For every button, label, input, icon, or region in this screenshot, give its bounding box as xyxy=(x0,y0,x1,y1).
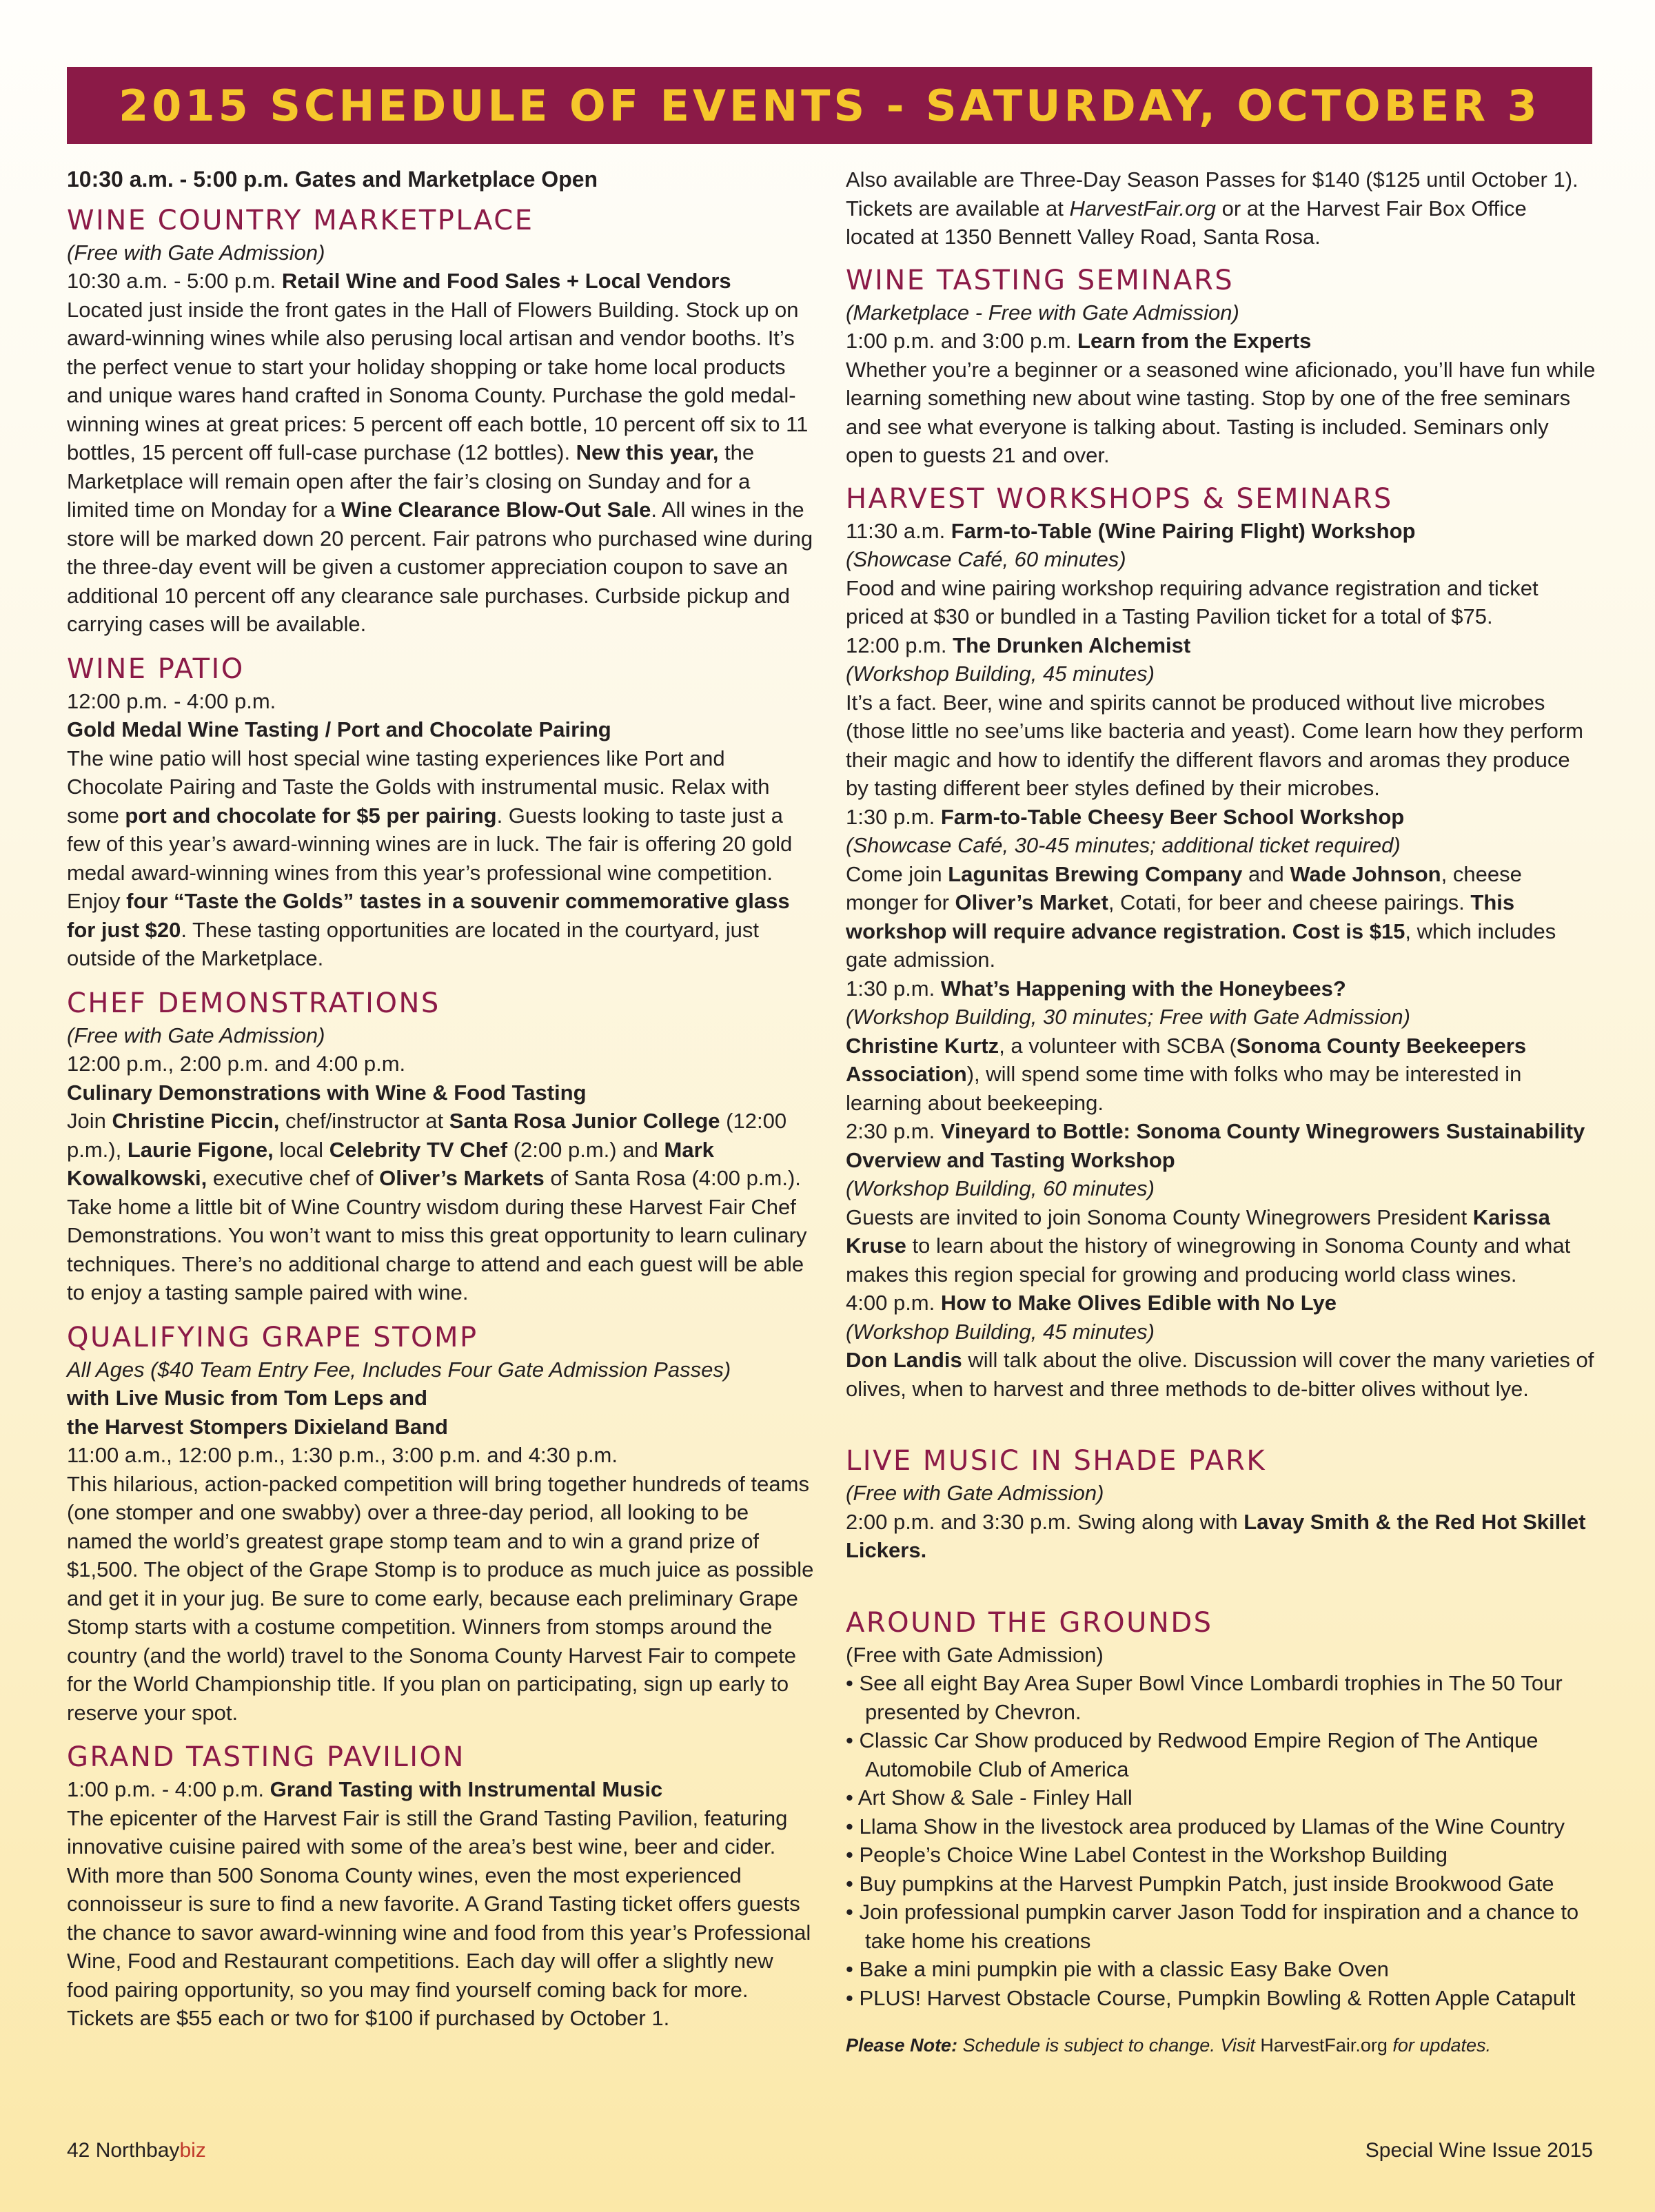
list-item: • Buy pumpkins at the Harvest Pumpkin Patch, just inside Brookwood Gate xyxy=(846,1871,1554,1896)
section-heading-grape-stomp: QUALIFYING GRAPE STOMP xyxy=(67,1321,478,1353)
section-body: The epicenter of the Harvest Fair is still the Grand Tasting Pavilion, featuring innovative cuisine paired with some of the area’s best wine, beer and cider. With more than 500 Sonoma County wines, even the most experienced connoisseur is sure to find a new favorite. A Grand Tasting ticket offers guests the chance to savor award-winning wine and food from this year’s Professional Wine, Food and Restaurant competitions. Each day will offer a slightly new food pairing opportunity, so you may find yourself coming back for more. Tickets are $55 each or two for $100 if purchased by October 1. xyxy=(67,1805,811,2030)
list-item: • People’s Choice Wine Label Contest in the Workshop Building xyxy=(846,1843,1448,1867)
section-note: (Free with Gate Admission) xyxy=(67,240,325,265)
section-body: Whether you’re a beginner or a seasoned wine aficionado, you’ll have fun while learning something new about wine tasting. Stop by one of the free seminars and see what everyone is talking about. Tasting is included. Seminars only open to guests 21 and over. xyxy=(846,357,1596,467)
grounds-list xyxy=(846,1669,1597,2012)
section-heading-grand-tasting: GRAND TASTING PAVILION xyxy=(67,1741,465,1773)
event-body: Food and wine pairing workshop requiring advance registration and ticket priced at $30 or bundled in a Tasting Pavilion ticket for a total of $75. xyxy=(846,575,1539,628)
event-body: It’s a fact. Beer, wine and spirits cannot be produced without live microbes (those little no see’ums like bacteria and yeast). Come learn how they perform their magic and how to identify the different flavors and aromas they produce by tasting different beer styles defined by their microbes. xyxy=(846,690,1583,800)
event-time: 11:00 a.m., 12:00 p.m., 1:30 p.m., 3:00 p.m. and 4:30 p.m. xyxy=(67,1443,618,1467)
section-heading-workshops: HARVEST WORKSHOPS & SEMINARS xyxy=(846,482,1393,515)
event-body: Christine Kurtz, a volunteer with SCBA (Sonoma County Beekeepers Association), will spend some time with folks who may be interested in learning about beekeeping. xyxy=(846,1033,1527,1115)
event-line: 1:30 p.m. What’s Happening with the Honeybees? xyxy=(846,976,1346,1001)
section-body: This hilarious, action-packed competition will bring together hundreds of teams (one stomper and one swabby) over a three-day period, all looking to be named the world’s greatest grape stomp team and to win a grand prize of $1,500. The object of the Grape Stomp is to produce as much juice as possible and get it in your jug. Be sure to come early, because each preliminary Grape Stomp starts with a costume competition. Winners from stomps around the country (and the world) travel to the Sonoma County Harvest Fair to compete for the World Championship title. If you plan on participating, sign up early to reserve your spot. xyxy=(67,1471,814,1725)
event-note: (Workshop Building, 60 minutes) xyxy=(846,1176,1155,1200)
event-time: 12:00 p.m., 2:00 p.m. and 4:00 p.m. xyxy=(67,1052,406,1076)
event-note: (Workshop Building, 45 minutes) xyxy=(846,1319,1155,1344)
left-column xyxy=(67,165,815,2033)
event-line: 1:00 p.m. - 4:00 p.m. Grand Tasting with Instrumental Music xyxy=(67,1777,663,1801)
event-note: (Workshop Building, 45 minutes) xyxy=(846,662,1155,686)
section-body: Join Christine Piccin, chef/instructor at Santa Rosa Junior College (12:00 p.m.), Laurie Figone, local Celebrity TV Chef (2:00 p.m.) and Mark Kowalkowski, executive chef of Oliver’s Markets of Santa Rosa (4:00 p.m.). Take home a little bit of Wine Country wisdom during these Harvest Fair Chef Demonstrations. You won’t want to miss this great opportunity to learn culinary techniques. There’s no additional charge to attend and each guest will be able to enjoy a tasting sample paired with wine. xyxy=(67,1109,807,1304)
section-note: (Free with Gate Admission) xyxy=(67,1023,325,1047)
section-note: (Free with Gate Admission) xyxy=(846,1642,1104,1667)
event-body: Come join Lagunitas Brewing Company and Wade Johnson, cheese monger for Oliver’s Market, Cotati, for beer and cheese pairings. This workshop will require advance registration. Cost is $15, which includes gate admission. xyxy=(846,861,1556,972)
section-note: (Free with Gate Admission) xyxy=(846,1481,1104,1505)
list-item: • Classic Car Show produced by Redwood Empire Region of The Antique Automobile Club of America xyxy=(846,1728,1539,1781)
section-body: 2:00 p.m. and 3:30 p.m. Swing along with Lavay Smith & the Red Hot Skillet Lickers. xyxy=(846,1509,1586,1562)
gates-line: 10:30 a.m. - 5:00 p.m. Gates and Marketplace Open xyxy=(67,167,598,192)
section-body: The wine patio will host special wine tasting experiences like Port and Chocolate Pairing and Taste the Golds with instrumental music. Relax with some port and chocolate for $5 per pairing. Guests looking to taste just a few of this year’s award-winning wines are in luck. The fair is offering 20 gold medal award-winning wines from this year’s professional wine competition. Enjoy four “Taste the Golds” tastes in a souvenir commemorative glass for just $20. These tasting opportunities are located in the courtyard, just outside of the Marketplace. xyxy=(67,746,793,970)
section-body: Located just inside the front gates in the Hall of Flowers Building. Stock up on award-winning wines while also perusing local artisan and vendor booths. It’s the perfect venue to start your holiday shopping or take home local products and unique wares hand crafted in Sonoma County. Purchase the gold medal-winning wines at great prices: 5 percent off each bottle, 10 percent off six to 11 bottles, 15 percent off full-case purchase (12 bottles). New this year, the Marketplace will remain open after the fair’s closing on Sunday and for a limited time on Monday for a Wine Clearance Blow-Out Sale. All wines in the store will be marked down 20 percent. Fair patrons who purchased wine during the three-day event will be given a customer appreciation coupon to save an additional 10 percent off any clearance sale purchases. Curbside pickup and carrying cases will be available. xyxy=(67,297,813,636)
event-line: 12:00 p.m. The Drunken Alchemist xyxy=(846,633,1191,657)
list-item: • Join professional pumpkin carver Jason Todd for inspiration and a chance to take home his creations xyxy=(846,1900,1579,1953)
section-note: All Ages ($40 Team Entry Fee, Includes Four Gate Admission Passes) xyxy=(67,1357,731,1382)
event-note: (Showcase Café, 30-45 minutes; additional ticket required) xyxy=(846,833,1401,857)
section-heading-wine-seminars: WINE TASTING SEMINARS xyxy=(846,264,1235,296)
section-heading-wine-patio: WINE PATIO xyxy=(67,653,245,685)
please-note: Please Note: Schedule is subject to change. Visit HarvestFair.org for updates. xyxy=(846,2035,1492,2056)
list-item: • PLUS! Harvest Obstacle Course, Pumpkin Bowling & Rotten Apple Catapult xyxy=(846,1985,1576,2010)
right-column xyxy=(846,165,1597,2060)
section-heading-around-grounds: AROUND THE GROUNDS xyxy=(846,1606,1213,1639)
event-time: 12:00 p.m. - 4:00 p.m. xyxy=(67,688,276,713)
list-item: • See all eight Bay Area Super Bowl Vince Lombardi trophies in The 50 Tour presented by Chevron. xyxy=(846,1671,1563,1724)
list-item: • Art Show & Sale - Finley Hall xyxy=(846,1785,1133,1810)
event-title: Culinary Demonstrations with Wine & Food Tasting xyxy=(67,1080,587,1105)
issue-name: Special Wine Issue 2015 xyxy=(1365,2139,1593,2162)
page-title: 2015 SCHEDULE OF EVENTS - SATURDAY, OCTOBER 3 xyxy=(119,80,1541,131)
event-body: Guests are invited to join Sonoma County Winegrowers President Karissa Kruse to learn about the history of winegrowing in Sonoma County and what makes this region special for growing and producing world class wines. xyxy=(846,1205,1571,1287)
event-title: the Harvest Stompers Dixieland Band xyxy=(67,1414,448,1439)
section-heading-chef-demonstrations: CHEF DEMONSTRATIONS xyxy=(67,987,440,1019)
section-heading-marketplace: WINE COUNTRY MARKETPLACE xyxy=(67,204,534,236)
event-title: Gold Medal Wine Tasting / Port and Chocolate Pairing xyxy=(67,717,611,741)
website-link[interactable]: HarvestFair.org xyxy=(1260,2035,1388,2056)
section-note: (Marketplace - Free with Gate Admission) xyxy=(846,300,1239,325)
website-link[interactable]: HarvestFair.org xyxy=(1069,196,1216,221)
page-number: 42 Northbaybiz xyxy=(67,2139,206,2162)
event-line: 2:30 p.m. Vineyard to Bottle: Sonoma County Winegrowers Sustainability Overview and Tasting Workshop xyxy=(846,1119,1585,1172)
passes-text: Also available are Three-Day Season Passes for $140 ($125 until October 1). Tickets are available at HarvestFair.org or at the Harvest Fair Box Office located at 1350 Bennett Valley Road, Santa Rosa. xyxy=(846,167,1578,249)
section-heading-live-music: LIVE MUSIC IN SHADE PARK xyxy=(846,1445,1267,1477)
event-note: (Showcase Café, 60 minutes) xyxy=(846,547,1126,571)
list-item: • Llama Show in the livestock area produced by Llamas of the Wine Country xyxy=(846,1814,1565,1839)
event-line: 11:30 a.m. Farm-to-Table (Wine Pairing Flight) Workshop xyxy=(846,518,1416,543)
event-title: with Live Music from Tom Leps and xyxy=(67,1386,428,1410)
event-body: Don Landis will talk about the olive. Discussion will cover the many varieties of olives, when to harvest and three methods to de-bitter olives without lye. xyxy=(846,1348,1594,1401)
event-line: 4:00 p.m. How to Make Olives Edible with No Lye xyxy=(846,1291,1337,1315)
event-line: 10:30 a.m. - 5:00 p.m. Retail Wine and Food Sales + Local Vendors xyxy=(67,269,731,293)
event-line: 1:30 p.m. Farm-to-Table Cheesy Beer School Workshop xyxy=(846,804,1405,829)
event-line: 1:00 p.m. and 3:00 p.m. Learn from the Experts xyxy=(846,329,1312,353)
list-item: • Bake a mini pumpkin pie with a classic Easy Bake Oven xyxy=(846,1957,1389,1981)
event-note: (Workshop Building, 30 minutes; Free with Gate Admission) xyxy=(846,1005,1410,1029)
title-banner xyxy=(67,67,1592,144)
